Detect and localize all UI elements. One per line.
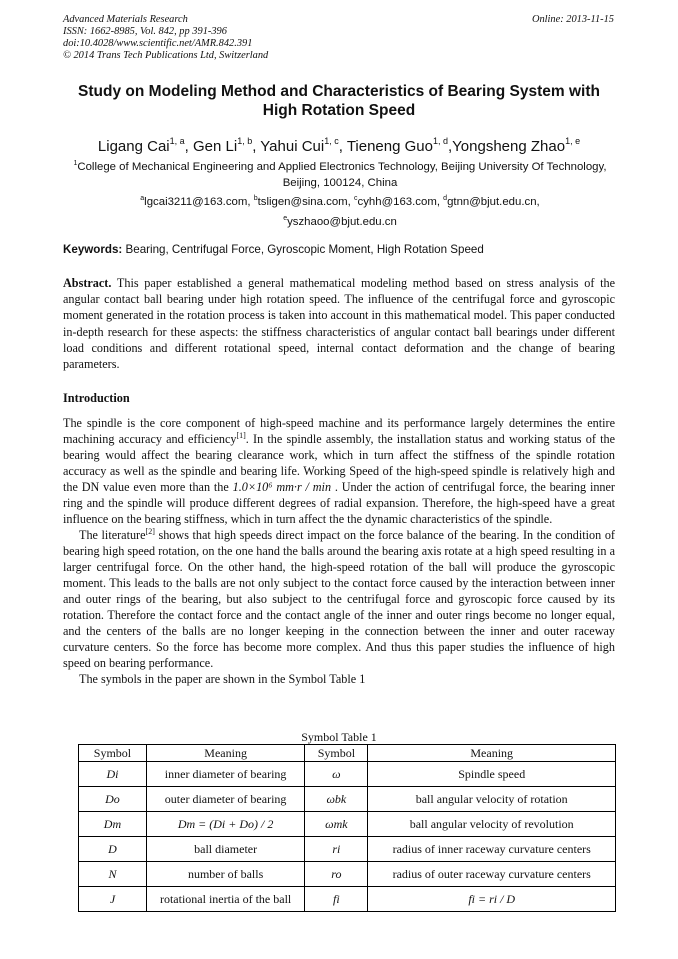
paragraph-text: . In the spindle assembly, the installation status and working status of the bearing would affect the bearing clearance work, which in turn affect the stiffness of the spindle rotation accuracy as well as the spindle and bearing life. Working Speed of the high-speed spindle is relatively high and the DN value even more than the bbox=[63, 432, 615, 494]
email-address: lgcai3211@163.com bbox=[144, 196, 248, 208]
symbol-cell: ωmk bbox=[305, 812, 368, 837]
table-header: Symbol bbox=[79, 745, 147, 762]
symbol-cell: Di bbox=[79, 762, 147, 787]
symbol-cell: fi bbox=[305, 887, 368, 912]
author-name: Tieneng Guo bbox=[346, 138, 433, 155]
author-name: Yahui Cui bbox=[260, 138, 325, 155]
meaning-cell: Spindle speed bbox=[368, 762, 616, 787]
paragraph-text: The literature bbox=[79, 528, 146, 542]
table-row bbox=[79, 762, 616, 787]
meaning-cell: inner diameter of bearing bbox=[146, 762, 304, 787]
symbol-cell: ω bbox=[305, 762, 368, 787]
meaning-cell: number of balls bbox=[146, 862, 304, 887]
author-sup: 1, a bbox=[169, 136, 185, 146]
paragraph-text: . Under the action of centrifugal force, the bearing inner ring and the spindle will produce different degrees of radial expansion. Therefore, the high-speed have a great influence on the bearing stiffness, which in turn affect the the dynamic characteristics of the spindle. bbox=[63, 480, 615, 526]
citation[interactable]: [1] bbox=[236, 431, 246, 440]
symbol-cell: J bbox=[79, 887, 147, 912]
author-list: Ligang Cai$^{1, a}$, Gen Li$^{1, b}$, Yahui Cui$^{1, c}$, Tieneng Guo$^{1, d}$,Yongsheng Zhao$^{1, e}$ bbox=[97, 136, 581, 155]
email-address: tsligen@sina.com bbox=[257, 196, 348, 208]
meaning-cell: radius of outer raceway curvature centers bbox=[368, 862, 616, 887]
email-sup: e bbox=[283, 214, 288, 222]
table-header-row bbox=[79, 745, 616, 762]
keywords-text: Bearing, Centrifugal Force, Gyroscopic Moment, High Rotation Speed bbox=[125, 243, 484, 256]
email-address: cyhh@163.com bbox=[357, 196, 437, 208]
meaning-cell: rotational inertia of the ball bbox=[146, 887, 304, 912]
symbol-cell: ro bbox=[305, 862, 368, 887]
symbol-table bbox=[78, 744, 616, 912]
symbol-cell: ωbk bbox=[305, 787, 368, 812]
table-row bbox=[79, 862, 616, 887]
citation[interactable]: [2] bbox=[145, 527, 155, 536]
author-sup: 1, c bbox=[324, 136, 339, 146]
meaning-cell: ball diameter bbox=[146, 837, 304, 862]
table-row bbox=[79, 887, 616, 912]
email-address: gtnn@bjut.edu.cn bbox=[447, 196, 537, 208]
email-sup: a bbox=[140, 195, 145, 202]
keywords-label: Keywords: bbox=[63, 243, 123, 256]
symbol-cell: D bbox=[79, 837, 147, 862]
meaning-cell: fi = ri / D bbox=[368, 887, 616, 912]
email-list: $^a$lgcai3211@163.com, $^b$tsligen@sina.com, $^c$cyhh@163.com, $^d$gtnn@bjut.edu.cn, $^e$yszhaoo@bjut.edu.cn bbox=[140, 195, 540, 228]
table-caption: Symbol Table 1 bbox=[301, 730, 377, 744]
author-name: Yongsheng Zhao bbox=[452, 138, 566, 155]
doi-line: doi:10.4028/www.scientific.net/AMR.842.391 bbox=[63, 38, 253, 49]
table-header: Symbol bbox=[305, 745, 368, 762]
paragraph bbox=[63, 527, 615, 671]
paragraph-text: shows that high speeds direct impact on the force balance of the bearing. In the condition of bearing high speed rotation, on the one hand the balls around the bearing axis rotate at a high speed resulting in a larger centrifugal force. On the other hand, the high-speed rotation of the ball will produce the gyroscopic moment. This leads to the balls are not only subject to the contact force caused by the interaction between inner and outer rings of the bearing, but also subject to the centrifugal force and gyroscopic force caused by its rotation. Therefore the contact force and the contact angle of the inner and outer rings become no longer equal, and the centers of the balls are no longer keeping in the connection between the inner and outer raceway curvature centers. So the force has become more complex. And thus this paper studies the influence of high speed on bearing performance. bbox=[63, 528, 615, 670]
abstract bbox=[63, 275, 615, 372]
table-row bbox=[79, 812, 616, 837]
paragraph-text: The spindle is the core component of high-speed machine and its performance largely determines the entire machining accuracy and efficiency bbox=[63, 416, 615, 446]
author-name: Ligang Cai bbox=[97, 138, 170, 155]
table-header: Meaning bbox=[146, 745, 304, 762]
online-date: Online: 2013-11-15 bbox=[531, 14, 614, 25]
abstract-label: Abstract. bbox=[63, 276, 112, 290]
author-name: Gen Li bbox=[192, 138, 238, 155]
email-sup: d bbox=[443, 195, 448, 202]
meaning-cell: outer diameter of bearing bbox=[146, 787, 304, 812]
meaning-cell: Dm = (Di + Do) / 2 bbox=[146, 812, 304, 837]
email-address: yszhaoo@bjut.edu.cn bbox=[287, 215, 397, 228]
meaning-cell: ball angular velocity of revolution bbox=[368, 812, 616, 837]
journal-name: Advanced Materials Research bbox=[63, 14, 188, 25]
paragraph: The symbols in the paper are shown in the Symbol Table 1 bbox=[79, 672, 366, 686]
email-sup: b bbox=[253, 195, 258, 202]
meaning-cell: radius of inner raceway curvature centers bbox=[368, 837, 616, 862]
symbol-cell: Do bbox=[79, 787, 147, 812]
paper-title: Study on Modeling Method and Characteristics of Bearing System with High Rotation Speed bbox=[78, 83, 600, 119]
author-sup: 1, e bbox=[565, 136, 581, 146]
symbol-cell: N bbox=[79, 862, 147, 887]
section-heading: Introduction bbox=[63, 391, 130, 405]
symbol-cell: Dm bbox=[79, 812, 147, 837]
table-row bbox=[79, 837, 616, 862]
email-sup: c bbox=[354, 195, 358, 202]
copyright-line: © 2014 Trans Tech Publications Ltd, Switzerland bbox=[63, 50, 269, 61]
abstract-text: This paper established a general mathematical modeling method based on stress analysis of the angular contact ball bearing under high rotation speed. The influence of the centrifugal force and gyroscopic moment generated in the rotation process is taken into account in this mathematical model. This paper conducted in-depth research for these aspects: the stiffness characteristics of angular contact ball bearings under different load conditions and different rotational speed, internal contact deformation and the change of bearing parameters. bbox=[63, 276, 616, 372]
author-sup: 1, b bbox=[237, 136, 253, 146]
table-header: Meaning bbox=[368, 745, 616, 762]
issn-line: ISSN: 1662-8985, Vol. 842, pp 391-396 bbox=[63, 26, 227, 37]
journal-header bbox=[63, 14, 268, 62]
dn-value: 1.0×10⁶ mm·r / min bbox=[232, 480, 332, 494]
paragraph bbox=[63, 415, 615, 527]
affiliation-text: College of Mechanical Engineering and Applied Electronics Technology, Beijing University Of Technology, Beijing, 100124, China bbox=[77, 161, 607, 189]
table-row bbox=[79, 787, 616, 812]
author-sup: 1, d bbox=[432, 136, 448, 146]
symbol-cell: ri bbox=[305, 837, 368, 862]
meaning-cell: ball angular velocity of rotation bbox=[368, 787, 616, 812]
keywords bbox=[63, 243, 615, 256]
affiliation bbox=[70, 156, 610, 191]
affiliation-sup: 1 bbox=[73, 160, 78, 167]
introduction-body bbox=[63, 415, 615, 687]
